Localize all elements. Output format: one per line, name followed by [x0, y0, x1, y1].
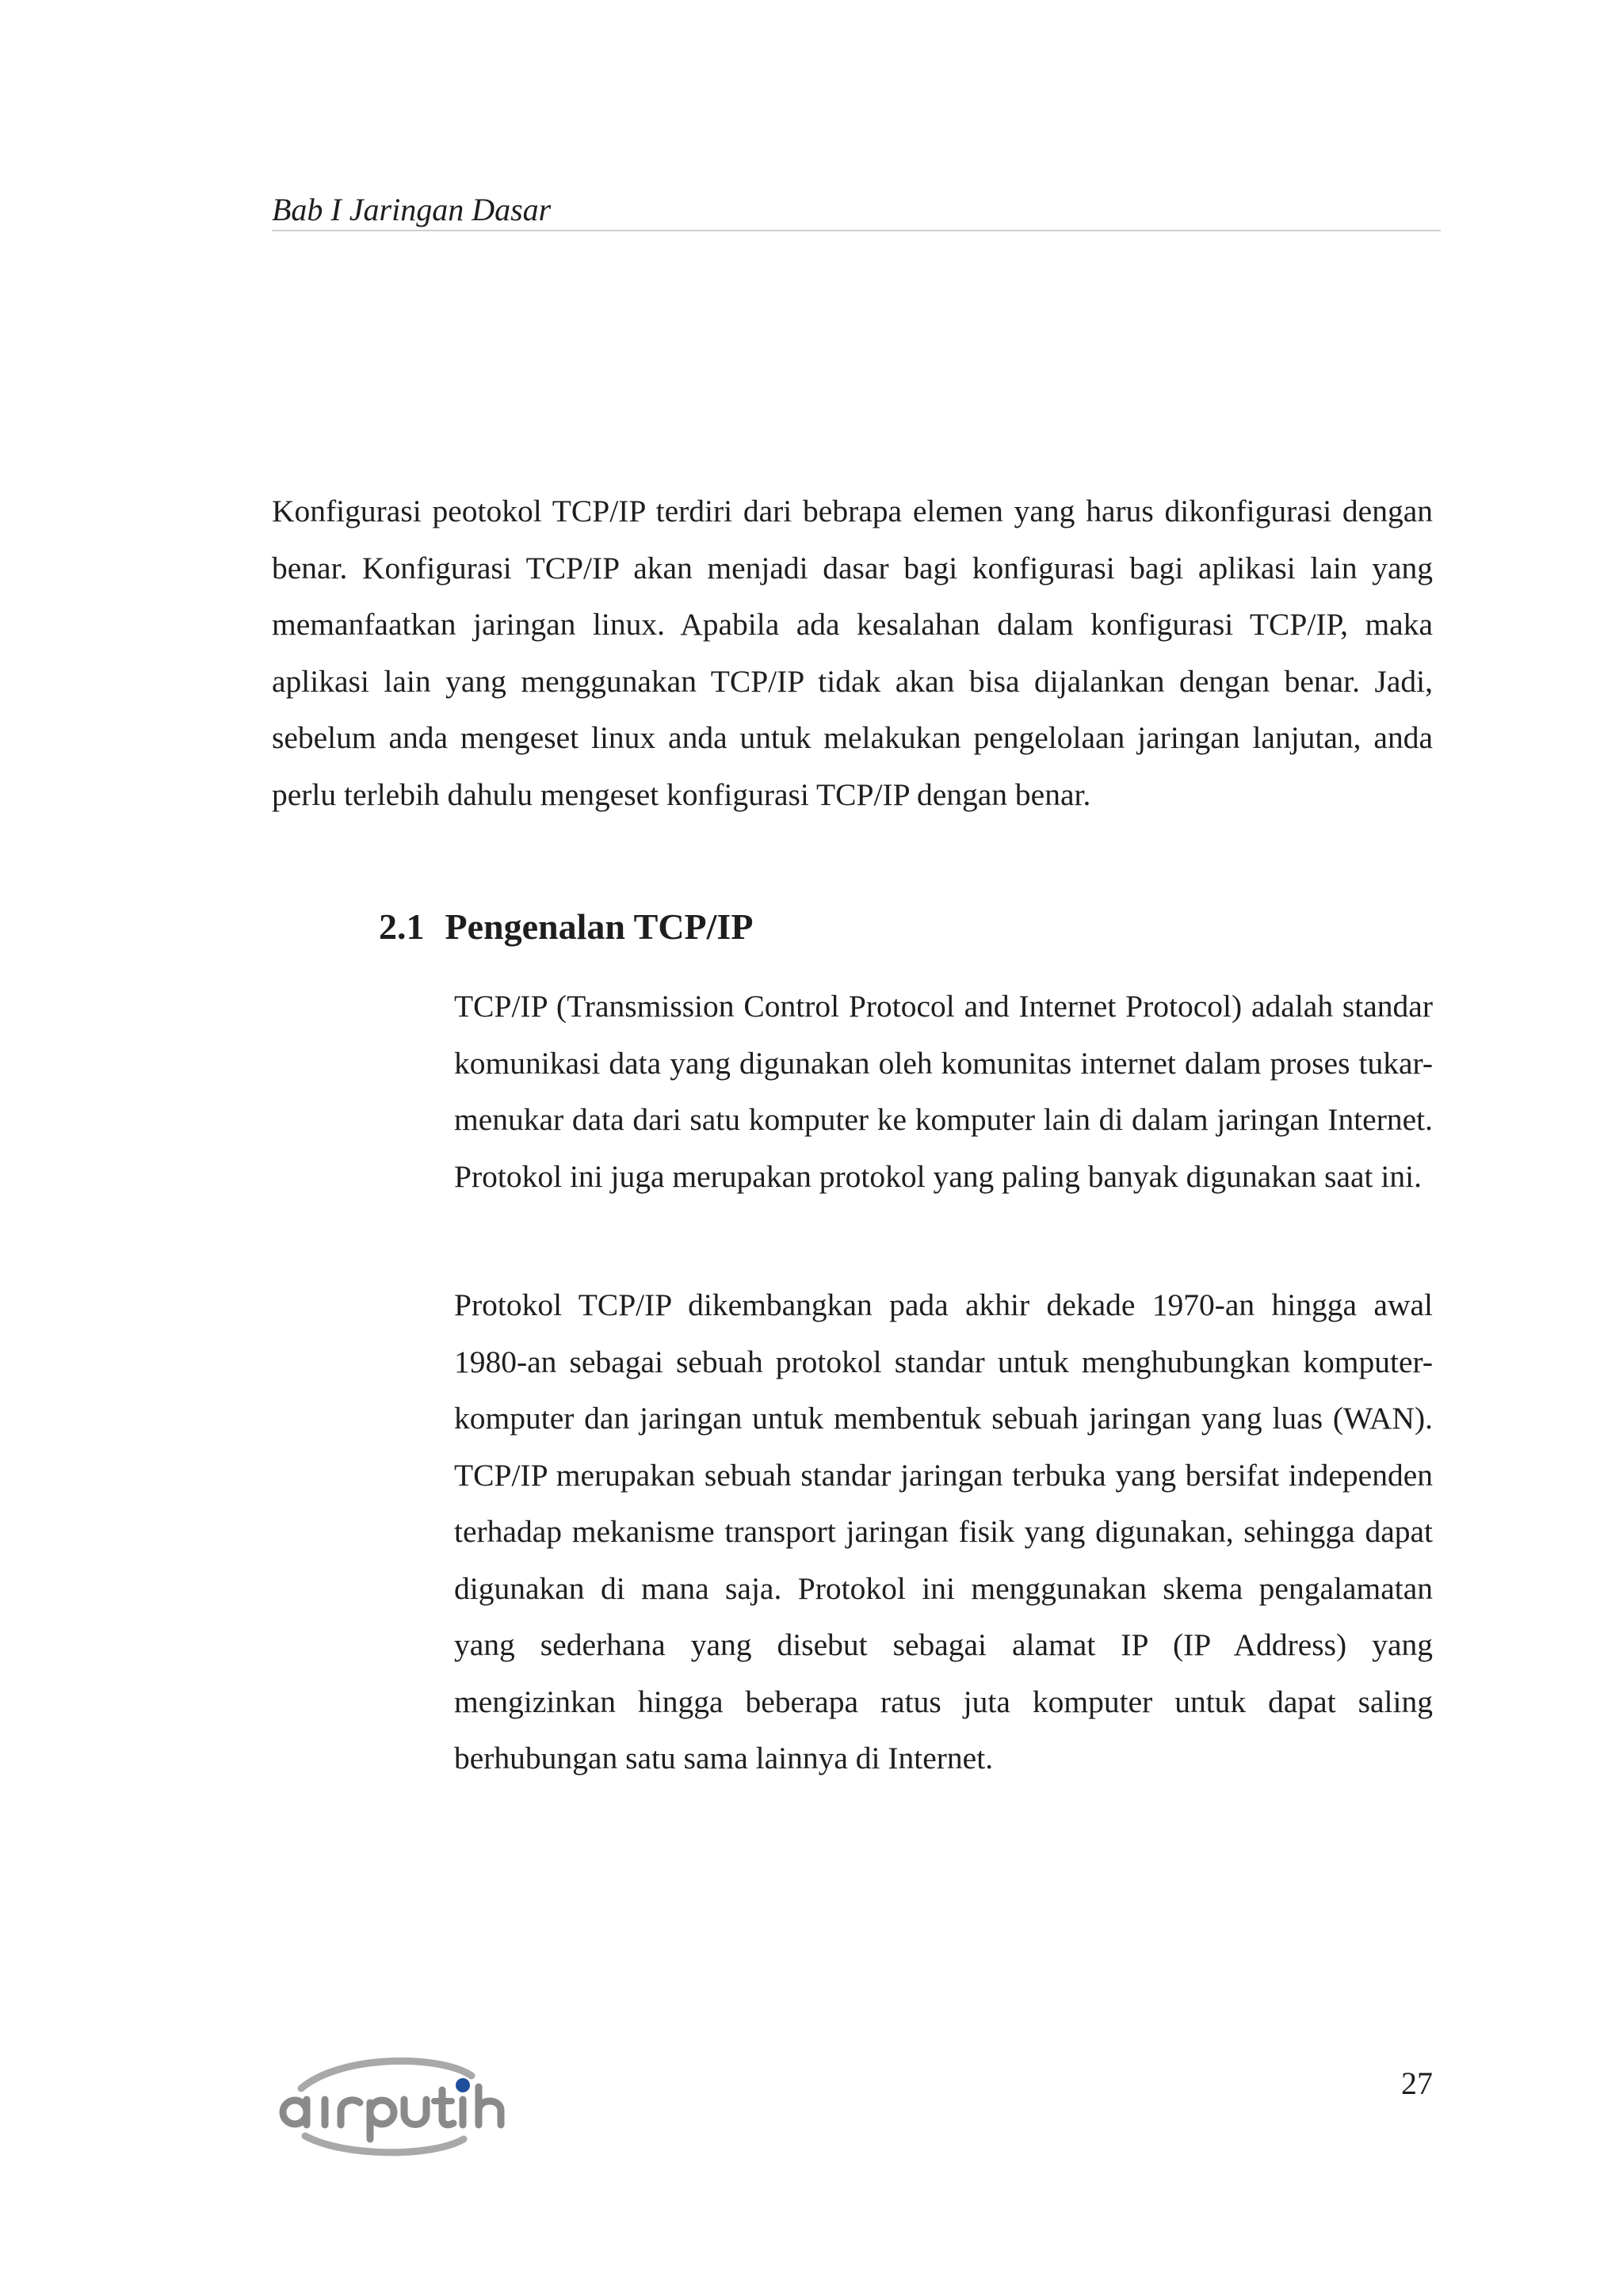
section-title: Pengenalan TCP/IP: [445, 906, 754, 947]
section-paragraph-2: Protokol TCP/IP dikembangkan pada akhir dekade 1970-an hingga awal 1980-an sebagai sebuah protokol standar untuk menghubungkan komputer-komputer dan jaringan untuk membentuk sebuah jaringan yang luas (WAN). TCP/IP merupakan sebuah standar jaringan terbuka yang bersifat independen terhadap mekanisme transport jaringan fisik yang digunakan, sehingga dapat digunakan di mana saja. Protokol ini menggunakan skema pengalamatan yang sederhana yang disebut sebagai alamat IP (IP Address) yang mengizinkan hingga beberapa ratus juta komputer untuk dapat saling berhubungan satu sama lainnya di Internet.: [454, 1287, 1433, 1775]
section-number: 2.1: [379, 906, 425, 947]
section-heading: [379, 903, 753, 951]
section-paragraph-1: TCP/IP (Transmission Control Protocol and Internet Protocol) adalah standar komunikasi data yang digunakan oleh komunitas internet dalam proses tukar-menukar data dari satu komputer ke komputer lain di dalam jaringan Internet. Protokol ini juga merupakan protokol yang paling banyak digunakan saat ini.: [454, 989, 1433, 1194]
intro-paragraph: Konfigurasi peotokol TCP/IP terdiri dari bebrapa elemen yang harus dikonfigurasi dengan benar. Konfigurasi TCP/IP akan menjadi dasar bagi konfigurasi bagi aplikasi lain yang memanfaatkan jaringan linux. Apabila ada kesalahan dalam konfigurasi TCP/IP, maka aplikasi lain yang menggunakan TCP/IP tidak akan bisa dijalankan dengan benar. Jadi, sebelum anda mengeset linux anda untuk melakukan pengelolaan jaringan lanjutan, anda perlu terlebih dahulu mengeset konfigurasi TCP/IP dengan benar.: [272, 494, 1433, 812]
airputih-logo: [269, 2050, 515, 2161]
chapter-title: Bab I Jaringan Dasar: [272, 192, 552, 227]
airputih-logo-graphic: [269, 2050, 515, 2161]
running-header: [272, 190, 1441, 231]
page-number: 27: [1401, 2065, 1433, 2101]
